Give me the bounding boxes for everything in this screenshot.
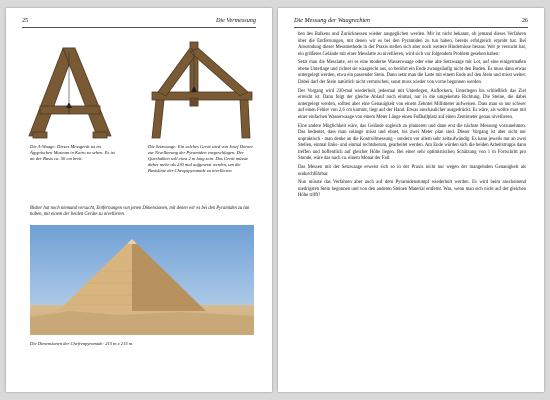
pyramid-photo [30,225,254,335]
right-page [278,8,544,392]
running-header [22,17,256,28]
left-page [6,8,272,392]
page-number: 26 [521,17,528,24]
body-text [298,32,526,202]
paragraph: Das Messen mit der Setzwaage erweist sich so in der Praxis nicht nur wegen der mangelnden Genauigkeit als undurchführbar. [298,165,526,177]
page-number: 25 [22,17,29,24]
photo-caption: Die Dimensionen der Chefrenpyramide: 215 m x 215 m. [30,341,134,346]
intro-text: Bisher hat noch niemand versucht, Entfernungen von jenen Dimensionen, mit denen wir es bei den Pyramiden zu tun haben, mit einem der beiden Geräte zu nivellieren. [30,206,250,217]
a-frame-caption: Die A-Waage: Dieses Messgerät ist im Ägyptischen Museum in Kairo zu sehen. Es ist an der Basis ca. 50 cm breit. [30,144,115,161]
running-header [294,17,528,28]
paragraph: Setzt man die Messlatte, sei es eine moderne Wasserwaage oder eine alte Setzwaage mit Lot, auf eine einigermaßen ebene Unterlage und richtet sie waagrecht aus, so berührt ein Ende zwangsläufig nicht den Boden. Es muss dann etwas untergelegt werden, etwa ein passender Stein. Dann setzt man die Latte mit einem Ende auf den Stein und misst weiter. Dabei darf der Stein natürlich nicht verrutschen, sonst muss wieder von vorne begonnen werden. [298,60,526,85]
paragraph: Eine andere Möglichkeit wäre, das Gelände sogleich zu planieren und dann erst die nächste Messung vorzunehmen. Das bedeutet, dass man solange misst und ebnet, bis zwei Meter plan sind. Dieser Vorgang ist aber sicht nur unpraktisch - man denke an die Kontrollmessung - sondern vor allem sehr zeitaufwändig. Es kann jeweils nur an zwei Stellen, einmal links- und einmal rechtsherum, gearbeitet werden. Am Ende würden sich die beiden Arbeitstrupps dann treffen und hoffentlich auf gleicher Höhe liegen. Bei einer sehr optimistischen Schätzung von 1 m Fortschritt pro Stunde, wäre das nach ca. einem Monat der Fall. [298,123,526,162]
paragraph: ben des Balkens und Zurücknessen wieder ausgeglichen werden. Mir ist nicht bekannt, ob jemand dieses Verfahren über die Entfernungen, mit denen wir es bei den Pyramiden zu tun haben, bereits erfolgreich erprobt hat. Bei Anwendung dieser Messmethode in der Praxis stellen sich aber noch weitere Hindernisse heraus. Wer je versucht hat, ein größeres Gelände mit einer Messlatte zu nivellieren, wird sich vor folgendem Problem gesehen haben: [298,32,526,57]
running-head: Die Vermessung [215,17,256,24]
setzwaage-illustration [146,38,256,140]
setzwaage-caption: Die Setzwaage: Ein solches Gerät wird von Josef Dorner zur Nivellierung der Pyramiden vorgeschlagen. Der Querbalken soll etwa 2 m lang sein. Das Gerät müsste daher mehr als 230 mal aufgesetzt werden, um die Basislinie der Cheopspyramide zu nivellieren. [148,144,254,173]
paragraph: Nun müsste das Verfahren aber auch auf dem Pyramidenstumpf wiederholt werden. Es wird beim anscheinend niedrigsten Stein begonnen und von den anderen Steinen Material entfernt. Was, wenn man sich nicht auf der gleichen Höhe trifft? [298,180,526,199]
a-frame-level-illustration [23,44,115,140]
running-head: Die Messung der Waagrechten [294,17,371,24]
paragraph: Der Vorgang wird 230-mal wiederholt, jedesmal mit Unterlegen, Auflockern, Unterlegen bis schließlich das Ziel erreicht ist. Dann folgt der gleiche Ablauf noch einmal, nur in die umgekehrte Richtung. Die Steine, die dabei untergelegt werden, sollten aber eine Genauigkeit von einem Zehntel Millimeter aufweisen. Dass man so nur schwer auf einen Fehler von 2,6 cm kommt, liegt auf der Hand. Etwas anschaulicher ausgedrückt: Es wäre, als wollte man mit einer einfachen Wasserwaage von einem Meter Länge einen Fußballplatz auf einen Zentimeter genau nivellieren. [298,88,526,120]
